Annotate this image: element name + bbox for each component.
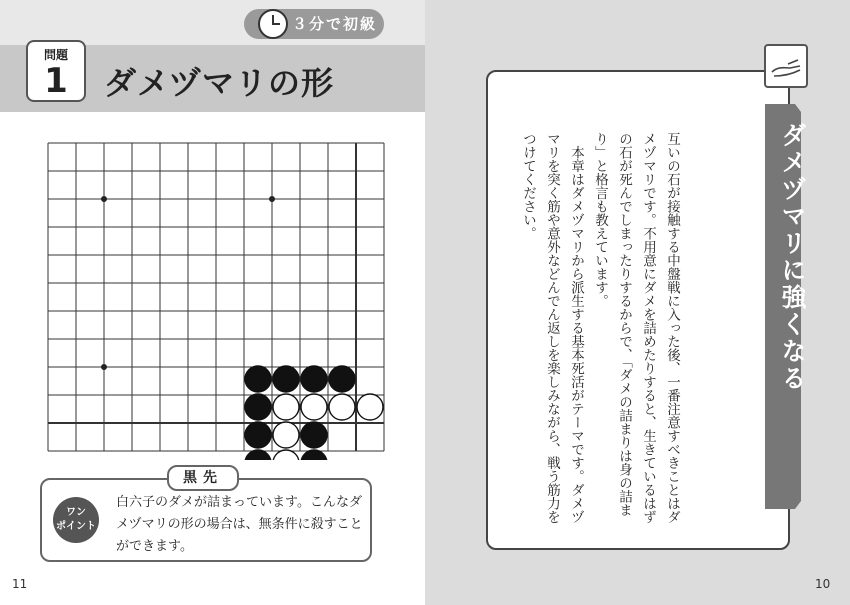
go-board <box>0 0 425 460</box>
timer-label: ３分で初級 <box>292 15 378 33</box>
hoshi-point <box>101 364 107 370</box>
black-stone <box>301 422 327 448</box>
body-text: 互いの石が接触する中盤戦に入った後、一番注意すべきことはダメヅマリです。不用意にダメを詰めたりすると、生きているはずの石が死んでしまったりするからで、「ダメの詰まりは身の詰まり」と格言も教えています。 本章はダメヅマリから派生する基本死活がテーマです。ダメヅマリを突く筋や意外などんでん返しを楽しみながら、戦う筋力をつけてください。 <box>520 132 680 524</box>
problem-label: 問題 <box>43 48 68 62</box>
white-stone <box>329 394 355 420</box>
page-title: ダメヅマリの形 <box>104 64 335 102</box>
page-number-left: 11 <box>12 577 28 591</box>
tip-text: 白六子のダメが詰まっています。こんなダメヅマリの形の場合は、無条件に殺すことができます。 <box>116 495 363 554</box>
hoshi-point <box>269 196 275 202</box>
black-stone <box>301 366 327 392</box>
onepoint-label-2: ポイント <box>56 521 96 532</box>
section-title: ダメヅマリに強くなる <box>778 122 807 392</box>
black-stone <box>245 394 271 420</box>
black-stone <box>245 422 271 448</box>
black-stone <box>329 366 355 392</box>
onepoint-label-1: ワン <box>66 507 86 518</box>
hand-icon <box>764 44 808 88</box>
white-stone <box>357 394 383 420</box>
white-stone <box>273 394 299 420</box>
black-stone <box>245 366 271 392</box>
stones <box>245 366 383 460</box>
hoshi-point <box>101 196 107 202</box>
problem-number: 1 <box>44 61 68 101</box>
page-number-right: 10 <box>815 577 831 591</box>
black-stone <box>273 366 299 392</box>
white-stone <box>273 422 299 448</box>
onepoint-badge <box>53 497 99 543</box>
tip-tab: 黒先 <box>167 465 239 491</box>
white-stone <box>301 394 327 420</box>
